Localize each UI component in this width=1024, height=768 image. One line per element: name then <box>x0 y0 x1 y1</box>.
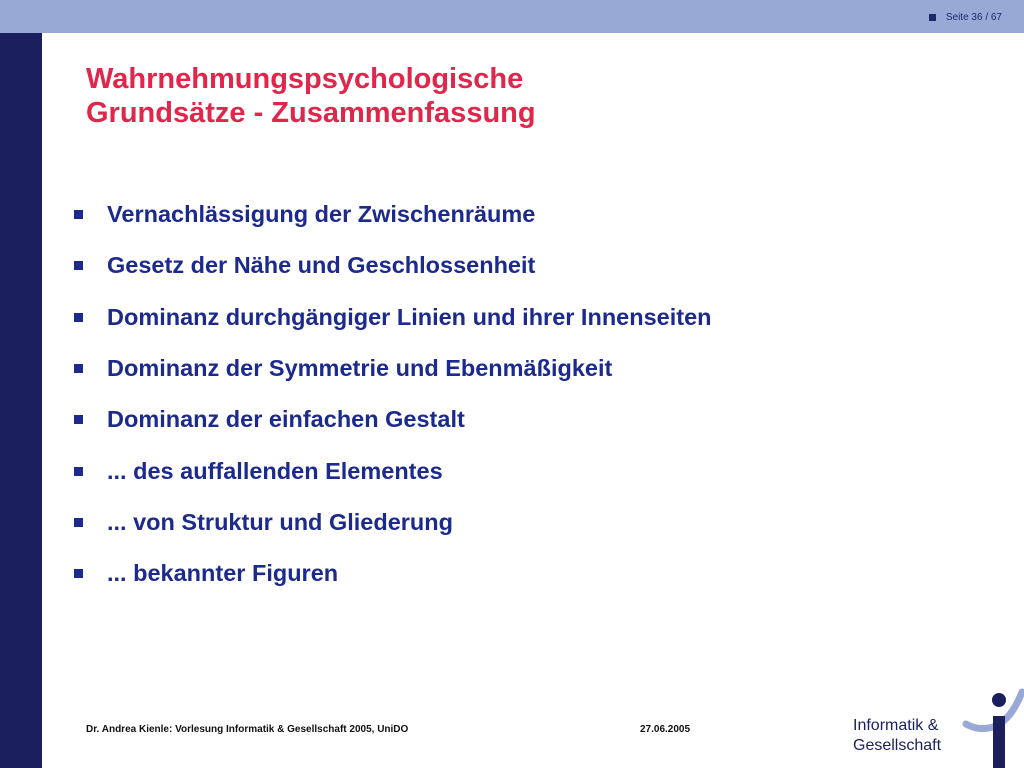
logo-text <box>853 716 941 756</box>
logo-text-line-2: Gesellschaft <box>853 737 942 754</box>
square-bullet-icon <box>74 569 83 578</box>
bullet-text: Vernachlässigung der Zwischenräume <box>107 201 536 228</box>
logo-text-line-1: Informatik & <box>853 717 939 734</box>
square-bullet-icon <box>74 313 83 322</box>
footer-author: Dr. Andrea Kienle: Vorlesung Informatik & Gesellschaft 2005, UniDO <box>86 724 409 735</box>
top-bar <box>0 0 1024 33</box>
square-bullet-icon <box>74 415 83 424</box>
bullet-item <box>68 394 712 445</box>
logo-figure-head <box>992 693 1006 707</box>
bullet-text: Dominanz durchgängiger Linien und ihrer Innenseiten <box>107 303 712 330</box>
bullet-item <box>68 548 712 599</box>
slide-title-line-1: Wahrnehmungspsychologische <box>86 63 524 95</box>
square-bullet-icon <box>74 364 83 373</box>
bullet-item <box>68 497 712 548</box>
logo-figure-body <box>993 716 1005 768</box>
logo-figure-icon <box>960 686 1024 768</box>
slide-title <box>86 62 786 130</box>
square-icon <box>929 14 936 21</box>
bullet-item <box>68 343 712 394</box>
bullet-item <box>68 445 712 496</box>
bullet-text: Dominanz der einfachen Gestalt <box>107 406 465 433</box>
square-bullet-icon <box>74 210 83 219</box>
bullet-item <box>68 292 712 343</box>
square-bullet-icon <box>74 518 83 527</box>
square-bullet-icon <box>74 261 83 270</box>
slide-title-line-2: Grundsätze - Zusammenfassung <box>86 97 536 129</box>
page-indicator <box>929 12 1002 23</box>
bullet-item <box>68 240 712 291</box>
bullet-item <box>68 189 712 240</box>
bullet-text: ... bekannter Figuren <box>107 560 339 587</box>
bullet-text: ... von Struktur und Gliederung <box>107 508 453 535</box>
bullet-text: Gesetz der Nähe und Geschlossenheit <box>107 252 536 279</box>
page-number: Seite 36 / 67 <box>945 12 1002 23</box>
bullet-text: Dominanz der Symmetrie und Ebenmäßigkeit <box>107 355 613 382</box>
footer-date: 27.06.2005 <box>640 724 691 735</box>
bullet-list <box>68 189 712 599</box>
side-bar <box>0 33 42 768</box>
square-bullet-icon <box>74 467 83 476</box>
bullet-text: ... des auffallenden Elementes <box>107 457 443 484</box>
